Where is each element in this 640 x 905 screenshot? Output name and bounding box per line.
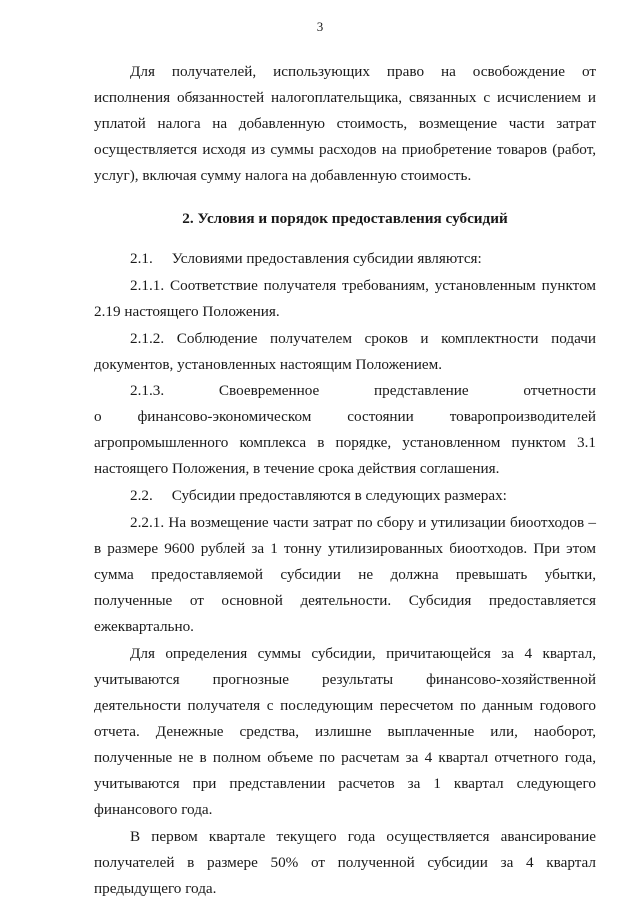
clause-2-1-3-word: о xyxy=(94,408,102,425)
clause-2-1-3-line-1 xyxy=(130,378,596,404)
clause-2-1-3-word: товаропроизводителей xyxy=(449,408,596,425)
clause-2-1-3-word: 2.1.3. xyxy=(130,382,165,399)
clause-2-1-3-word: Своевременное xyxy=(218,382,320,399)
clause-2-1 xyxy=(94,246,596,272)
clause-2-2-1: 2.2.1. На возмещение части затрат по сбору и утилизации биоотходов – в размере 9600 рублей за 1 тонну утилизированных биоотходов. При этом сумма предоставляемой субсидии не должна превышать убытки, полученные от основной деятельности. Субсидия предоставляется ежеквартально. xyxy=(94,514,596,635)
clause-2-2-number: 2.2. xyxy=(130,487,153,504)
clause-2-1-3-word: представление xyxy=(374,382,469,399)
clause-2-1-3-line-2 xyxy=(94,404,596,430)
clause-2-1-2: 2.1.2. Соблюдение получателем сроков и комплектности подачи документов, установленных настоящим Положением. xyxy=(94,330,596,373)
clause-2-1-3-word: финансово-экономическом xyxy=(137,408,312,425)
clause-2-2-text: Субсидии предоставляются в следующих размерах: xyxy=(171,487,507,504)
clause-2-1-number: 2.1. xyxy=(130,250,153,267)
clause-2-1-1: 2.1.1. Соответствие получателя требованиям, установленным пунктом 2.19 настоящего Положения. xyxy=(94,277,596,320)
clause-2-1-3-word: состоянии xyxy=(347,408,414,425)
clause-2-1-text: Условиями предоставления субсидии являются: xyxy=(171,250,482,267)
clause-2-1-3 xyxy=(94,378,596,404)
section-heading: 2. Условия и порядок предоставления субсидий xyxy=(182,210,508,227)
document-body xyxy=(94,59,596,902)
intro-paragraph: Для получателей, использующих право на освобождение от исполнения обязанностей налогоплательщика, связанных с исчислением и уплатой налога на добавленную стоимость, возмещение части затрат осуществляется исходя из суммы расходов на приобретение товаров (работ, услуг), включая сумму налога на добавленную стоимость. xyxy=(94,63,596,184)
advance-paragraph: В первом квартале текущего года осуществляется авансирование получателей в размере 50% от полученной субсидии за 4 квартал предыдущего года. xyxy=(94,828,596,897)
clause-2-1-3-rest: агропромышленного комплекса в порядке, установленном пунктом 3.1 настоящего Положения, в течение срока действия соглашения. xyxy=(94,434,596,477)
clause-2-2 xyxy=(94,483,596,509)
page-number: 3 xyxy=(316,19,324,34)
q4-paragraph: Для определения суммы субсидии, причитающейся за 4 квартал, учитываются прогнозные результаты финансово-хозяйственной деятельности получателя с последующим пересчетом по данным годового отчета. Денежные средства, излишне выплаченные или, наоборот, полученные не в полном объеме по расчетам за 4 квартал отчетного года, учитываются при представлении расчетов за 1 квартал следующего финансового года. xyxy=(94,645,596,818)
clause-2-1-3-word: отчетности xyxy=(523,382,596,399)
